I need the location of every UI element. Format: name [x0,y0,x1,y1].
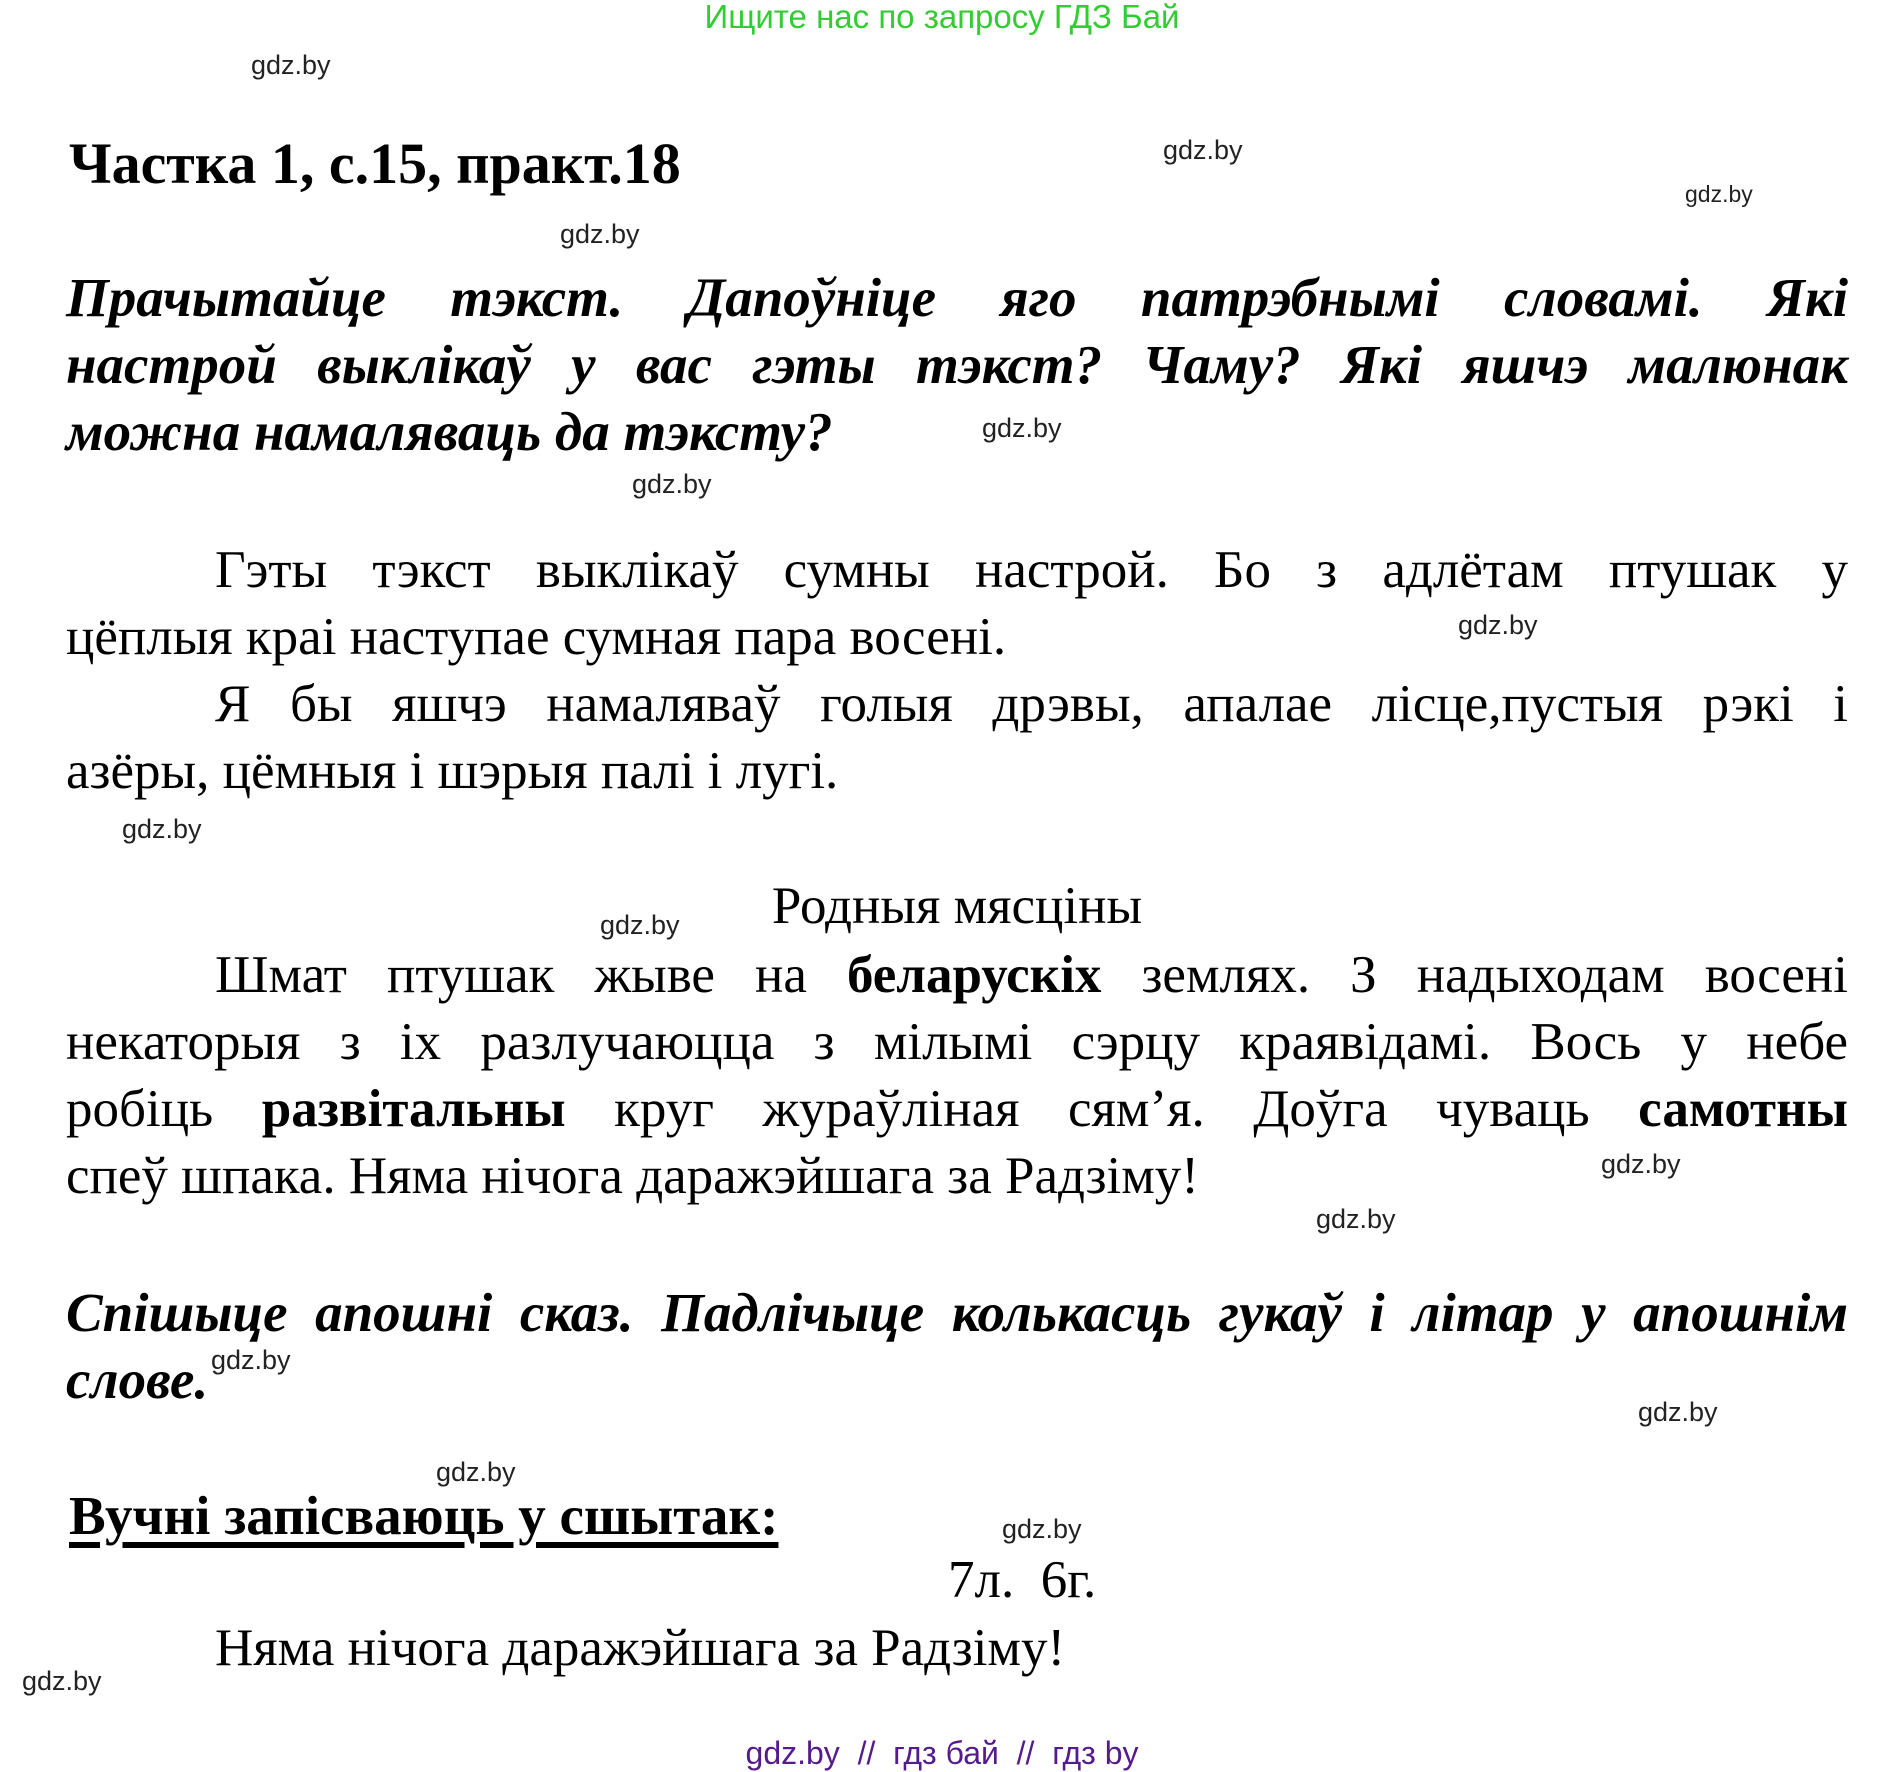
answer-line: Гэты тэкст выклікаў сумны настрой. Бо з адлётам птушак у [215,541,1848,599]
task-2-instructions [66,1279,1848,1413]
watermark: gdz.by [1601,1149,1681,1179]
footer-links: gdz.by // гдз бай // гдз by [745,1735,1139,1771]
text-line: некаторыя з іх разлучаюцца з мілымі сэрцу краявідамі. Вось у небе [66,1013,1848,1071]
watermark: gdz.by [1163,135,1243,165]
watermark: gdz.by [1002,1514,1082,1544]
inserted-word: самотны [1638,1080,1848,1138]
promo-banner: Ищите нас по запросу ГДЗ Бай [704,0,1180,35]
page-title: Частка 1, с.15, практ.18 [69,131,681,196]
watermark: gdz.by [982,413,1062,443]
watermark: gdz.by [1685,181,1753,207]
text-line [66,1076,1848,1143]
text-fragment: землях. З надыходам восені [1101,946,1848,1004]
watermark: gdz.by [22,1666,102,1696]
text-line [66,942,1848,1009]
answer-line: азёры, цёмныя і шэрыя палі і лугі. [66,742,839,800]
answer-text [66,537,1848,805]
text-title: Родныя мясціны [771,877,1143,935]
text-fragment: Шмат птушак жыве на [215,946,847,1004]
answer-line: цёплыя краі наступае сумная пара восені. [66,608,1007,666]
inserted-word: беларускіх [846,946,1102,1004]
task-line: можна намаляваць да тэксту? [66,401,833,462]
task-line: слове. [66,1349,209,1410]
text-line: спеў шпака. Няма нічога даражэйшага за Радзіму! [66,1147,1199,1205]
watermark: gdz.by [600,910,680,940]
notebook-sentence: Няма нічога даражэйшага за Радзіму! [215,1619,1066,1677]
answer-line: Я бы яшчэ намаляваў голыя дрэвы, апалае лісце,пустыя рэкі і [215,675,1848,733]
watermark: gdz.by [560,219,640,249]
letter-sound-count: 7л. 6г. [948,1551,1097,1609]
watermark: gdz.by [1316,1204,1396,1234]
watermark: gdz.by [1638,1397,1718,1427]
watermark: gdz.by [436,1457,516,1487]
task-line: Прачытайце тэкст. Дапоўніце яго патрэбнымі словамі. Які [66,267,1848,328]
text-fragment: круг жураўліная сям’я. Доўга чуваць [565,1080,1639,1138]
task-1-instructions [66,264,1848,465]
watermark: gdz.by [211,1345,291,1375]
watermark: gdz.by [122,814,202,844]
source-text [66,942,1848,1210]
task-line: Спішыце апошні сказ. Падлічыце колькасць гукаў і літар у апошнім [66,1282,1848,1343]
notebook-heading: Вучні запісваюць у сшытак: [69,1485,779,1546]
task-line: настрой выклікаў у вас гэты тэкст? Чаму? Які яшчэ малюнак [66,334,1848,395]
watermark: gdz.by [1458,610,1538,640]
watermark: gdz.by [632,469,712,499]
watermark: gdz.by [251,50,331,80]
text-fragment: робіць [66,1080,262,1138]
inserted-word: развітальны [261,1080,566,1138]
